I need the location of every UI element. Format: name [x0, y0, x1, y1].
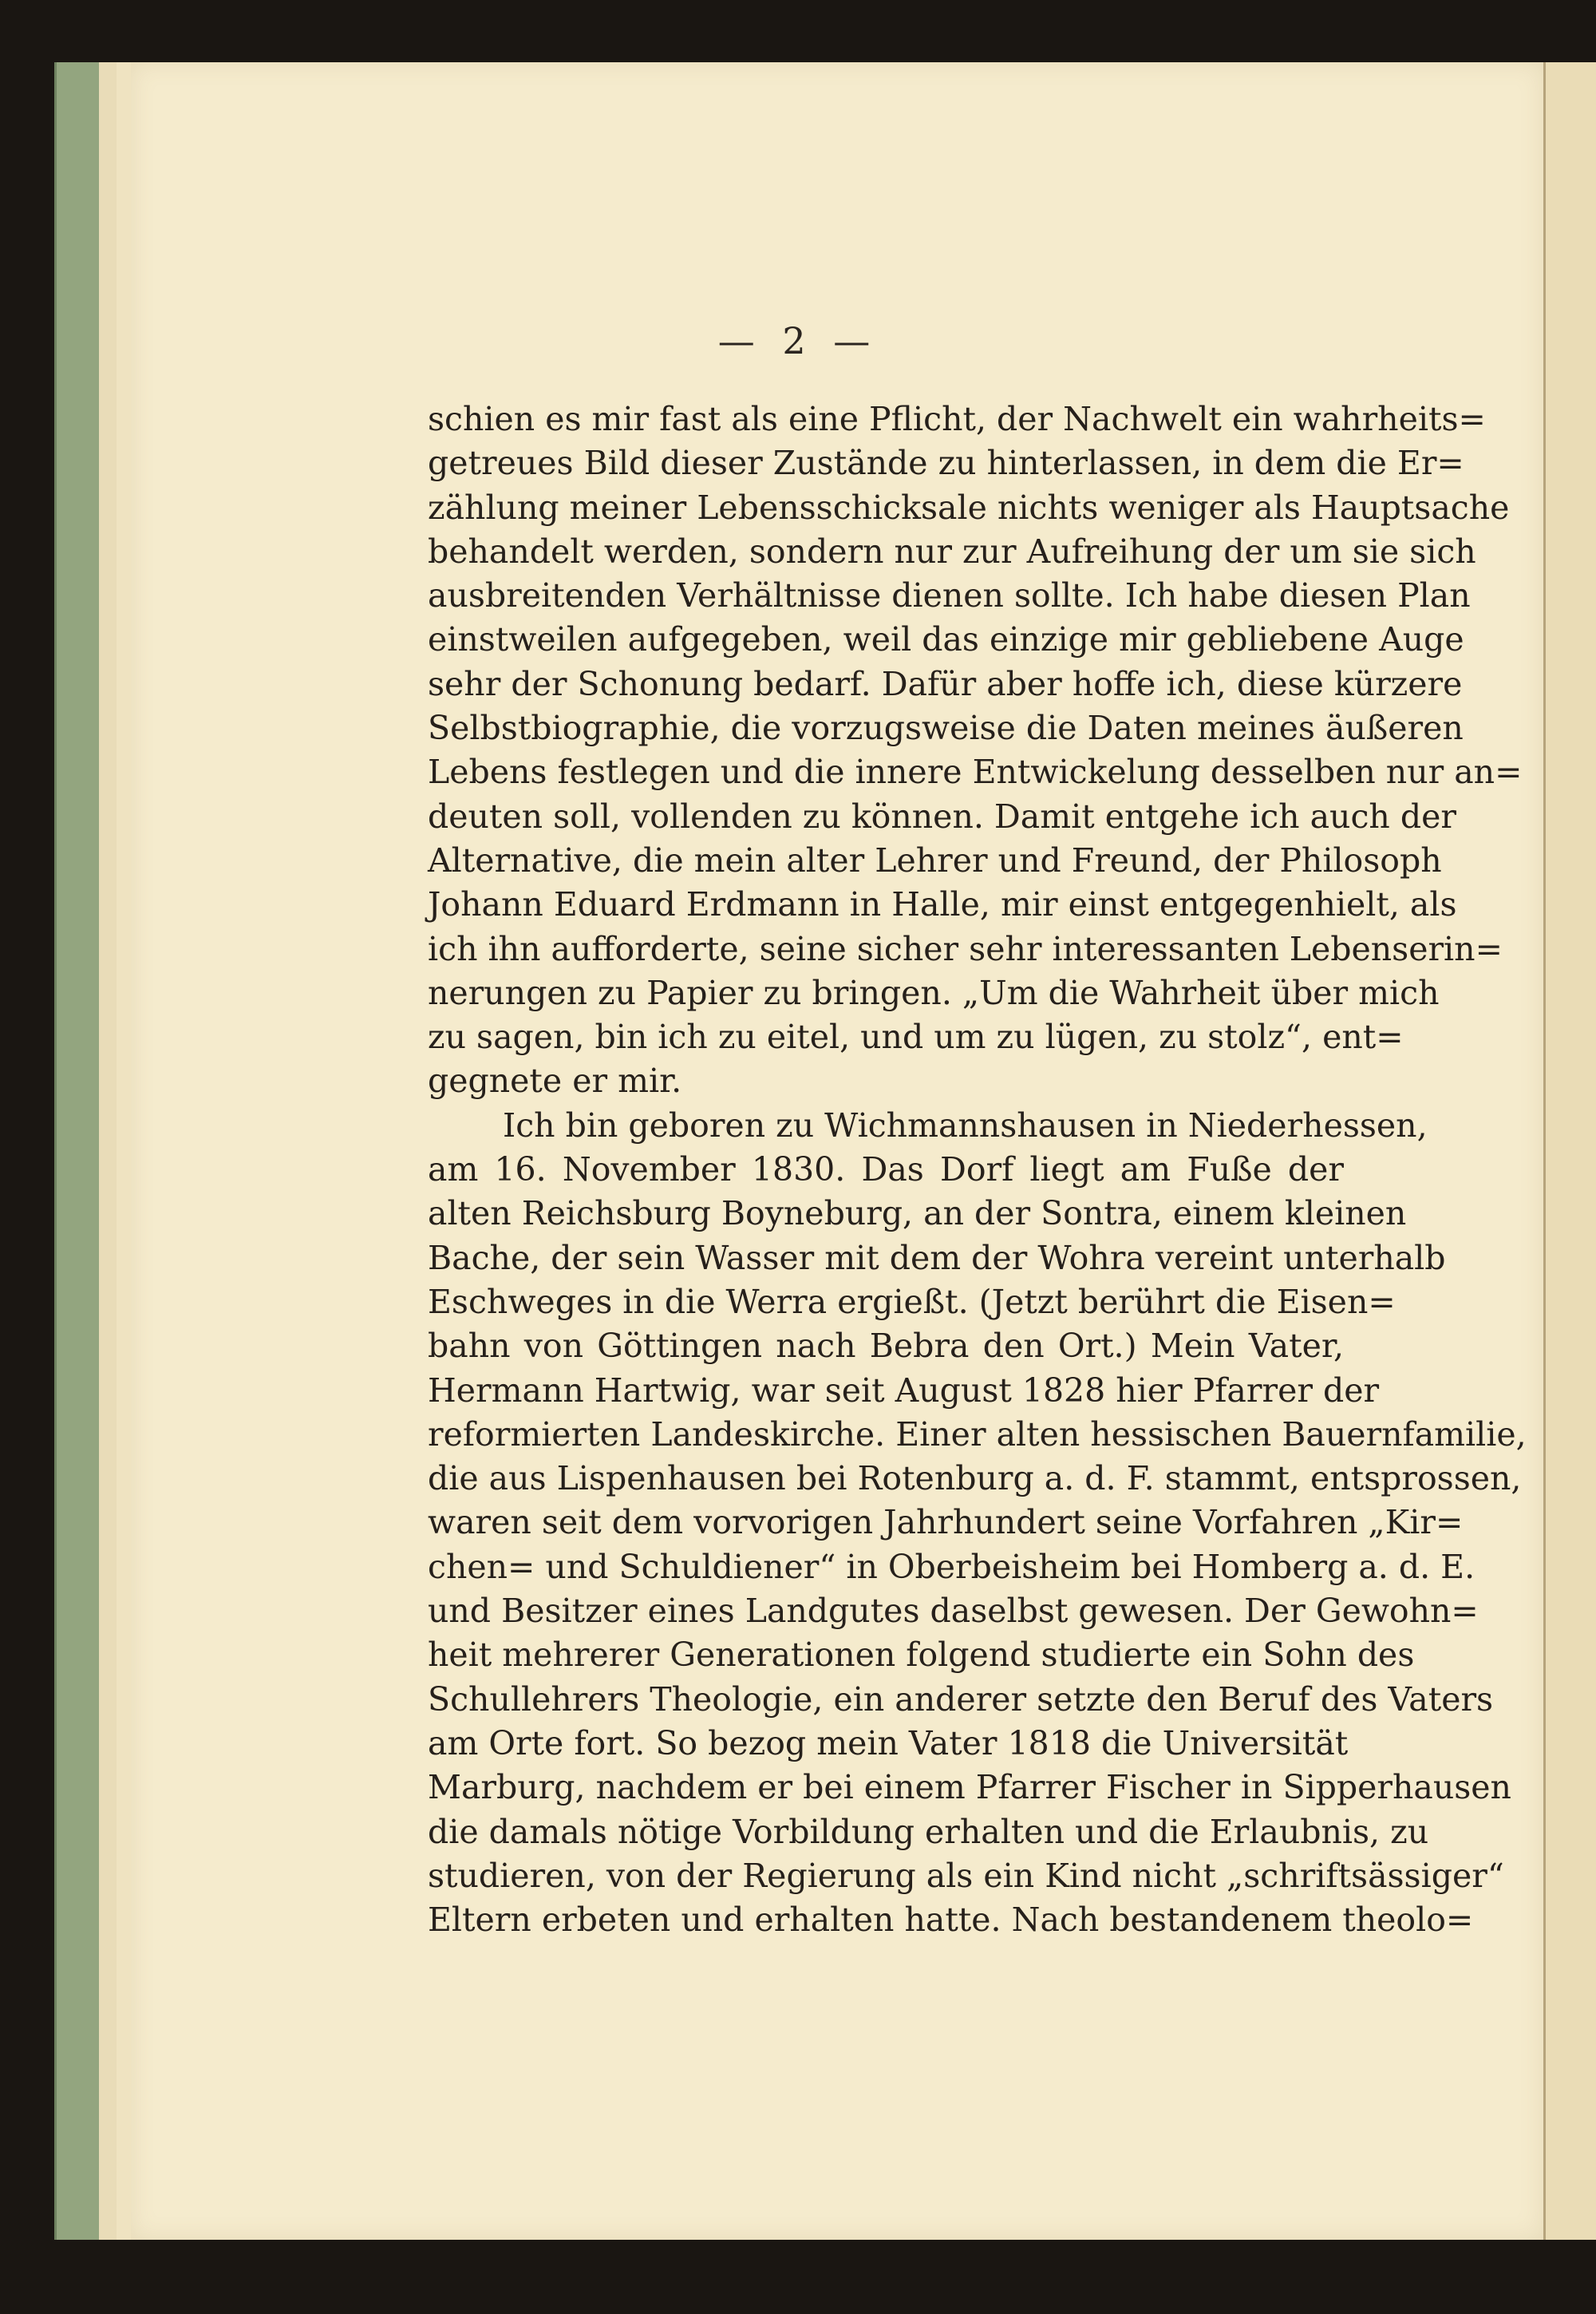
text-line: Ich bin geboren zu Wichmannshausen in Niederhessen, — [503, 1106, 1428, 1145]
text-line: chen= und Schuldiener“ in Oberbeisheim bei Homberg a. d. E. — [428, 1547, 1476, 1586]
text-line: am Orte fort. So bezog mein Vater 1818 die Universität — [428, 1723, 1349, 1762]
text-line: Johann Eduard Erdmann in Halle, mir einst entgegenhielt, als — [428, 885, 1457, 924]
text-line: Schullehrers Theologie, ein anderer setzte den Beruf des Vaters — [428, 1679, 1494, 1719]
text-line: schien es mir fast als eine Pflicht, der Nachwelt ein wahrheits= — [428, 400, 1486, 438]
page-number: — 2 — — [717, 319, 879, 362]
text-line: die aus Lispenhausen bei Rotenburg a. d. F. stammt, entsprossen, — [428, 1459, 1522, 1498]
text-line: Hermann Hartwig, war seit August 1828 hier Pfarrer der — [428, 1371, 1380, 1410]
text-line: Lebens festlegen und die innere Entwickelung desselben nur an= — [428, 753, 1523, 792]
text-line: Alternative, die mein alter Lehrer und Freund, der Philosoph — [428, 841, 1442, 880]
body-text — [428, 398, 1527, 1942]
text-line: und Besitzer eines Landgutes daselbst gewesen. Der Gewohn= — [428, 1592, 1479, 1631]
text-line: getreues Bild dieser Zustände zu hinterlassen, in dem die Er= — [428, 444, 1464, 483]
text-line: einstweilen aufgegeben, weil das einzige mir gebliebene Auge — [428, 620, 1464, 659]
text-line: zählung meiner Lebensschicksale nichts weniger als Hauptsache — [428, 488, 1510, 527]
facing-page-edge — [1543, 62, 1596, 2240]
text-line: ich ihn aufforderte, seine sicher sehr interessanten Lebenserin= — [428, 929, 1503, 968]
text-line: gegnete er mir. — [428, 1062, 682, 1101]
text-line: studieren, von der Regierung als ein Kind nicht „schriftsässiger“ — [428, 1856, 1504, 1895]
text-line: behandelt werden, sondern nur zur Aufreihung der um sie sich — [428, 532, 1476, 571]
page-stack-edge-inner — [117, 62, 132, 2240]
text-line: zu sagen, bin ich zu eitel, und um zu lügen, zu stolz“, ent= — [428, 1018, 1404, 1057]
text-line: Marburg, nachdem er bei einem Pfarrer Fischer in Sipperhausen — [428, 1768, 1511, 1807]
text-line: ausbreitenden Verhältnisse dienen sollte. Ich habe diesen Plan — [428, 576, 1471, 615]
text-line: sehr der Schonung bedarf. Dafür aber hoffe ich, diese kürzere — [428, 664, 1463, 703]
page-stack-edge — [99, 62, 118, 2240]
text-line: deuten soll, vollenden zu können. Damit entgehe ich auch der — [428, 797, 1456, 836]
text-line: alten Reichsburg Boyneburg, an der Sontra, einem kleinen — [428, 1194, 1407, 1233]
text-line: reformierten Landeskirche. Einer alten hessischen Bauernfamilie, — [428, 1414, 1527, 1454]
text-line: Eltern erbeten und erhalten hatte. Nach bestandenem theolo= — [428, 1901, 1474, 1940]
text-line: nerungen zu Papier zu bringen. „Um die Wahrheit über mich — [428, 973, 1440, 1012]
text-line: die damals nötige Vorbildung erhalten und die Erlaubnis, zu — [428, 1812, 1429, 1851]
text-line: Bache, der sein Wasser mit dem der Wohra vereint unterhalb — [428, 1238, 1446, 1277]
text-line: Eschweges in die Werra ergießt. (Jetzt berührt die Eisen= — [428, 1282, 1396, 1321]
text-line: waren seit dem vorvorigen Jahrhundert seine Vorfahren „Kir= — [428, 1503, 1464, 1542]
text-line: heit mehrerer Generationen folgend studierte ein Sohn des — [428, 1636, 1415, 1675]
text-line: bahn von Göttingen nach Bebra den Ort.) Mein Vater, — [428, 1327, 1344, 1366]
text-line: Selbstbiographie, die vorzugsweise die Daten meines äußeren — [428, 709, 1464, 748]
text-line: am 16. November 1830. Das Dorf liegt am Fuße der — [428, 1150, 1344, 1189]
